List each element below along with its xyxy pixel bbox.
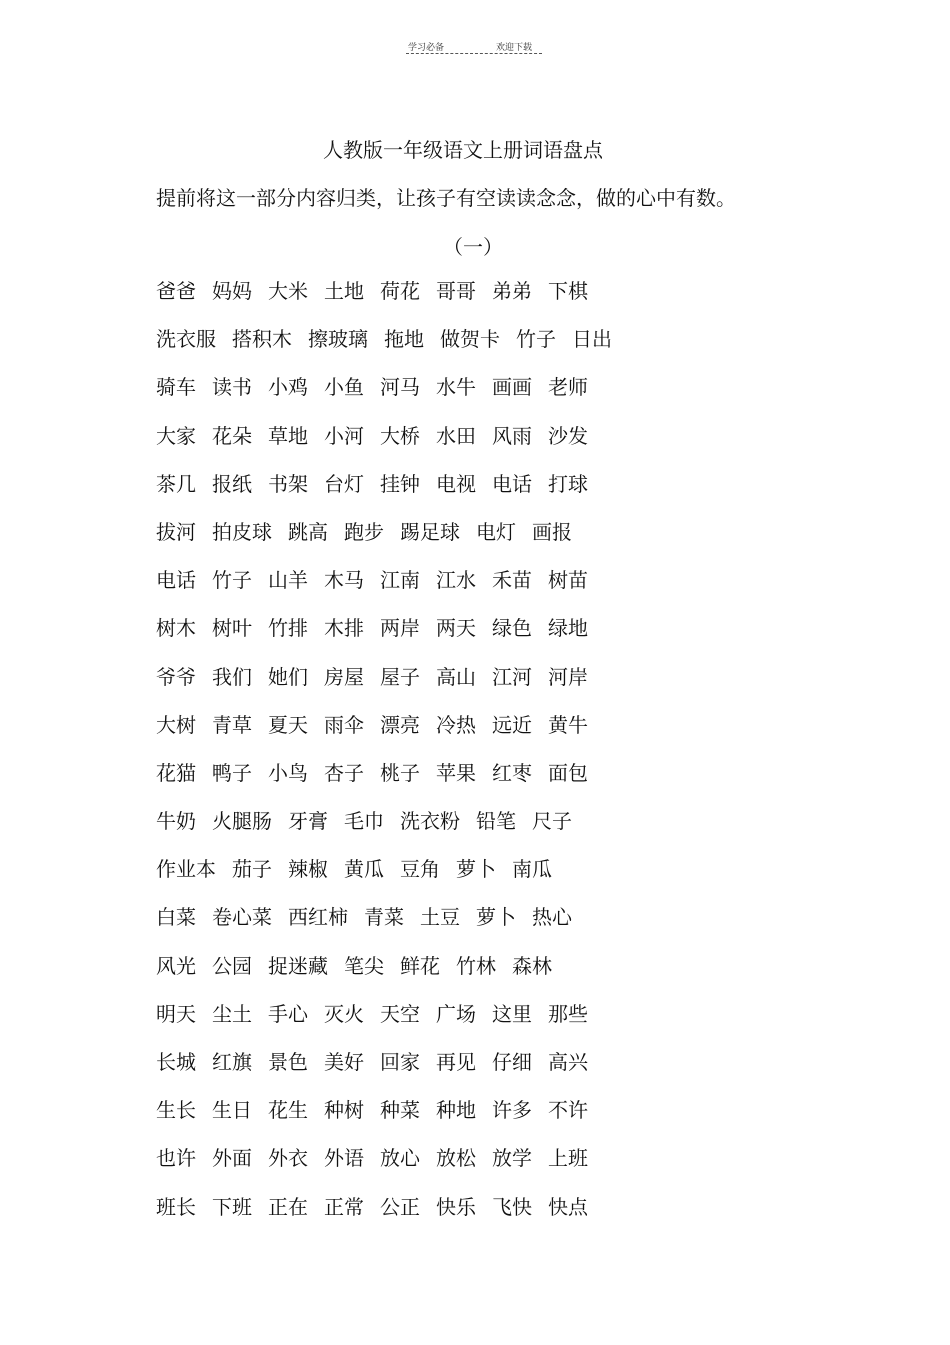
- word: 西红柿: [288, 905, 348, 930]
- word: 沙发: [548, 423, 588, 448]
- word: 老师: [548, 375, 588, 400]
- word-row: [156, 856, 628, 904]
- word: 牙膏: [288, 809, 328, 834]
- word: 也许: [156, 1146, 196, 1171]
- word-row: [156, 471, 628, 519]
- page-title: 人教版一年级语文上册词语盘点: [323, 138, 603, 162]
- word: 杏子: [324, 760, 364, 785]
- word: 长城: [156, 1050, 196, 1074]
- word: 面包: [548, 760, 588, 785]
- word: 尘土: [212, 1001, 252, 1026]
- word: 生长: [156, 1098, 196, 1123]
- page-header: [406, 38, 542, 56]
- word: 水田: [436, 423, 476, 448]
- word: 风雨: [492, 423, 532, 448]
- word: 爷爷: [156, 664, 196, 689]
- word: 茄子: [232, 857, 272, 882]
- word: 森林: [512, 953, 552, 978]
- word: 再见: [436, 1050, 476, 1074]
- word: 江河: [492, 664, 532, 689]
- word-row: [156, 808, 628, 856]
- word: 妈妈: [212, 279, 252, 303]
- word: 画画: [492, 375, 532, 400]
- word: 大桥: [380, 423, 420, 448]
- word: 树苗: [548, 568, 588, 593]
- header-rule: [406, 53, 542, 54]
- word: 花生: [268, 1098, 308, 1123]
- word: 跑步: [344, 519, 384, 544]
- word: 种地: [436, 1098, 476, 1123]
- word: 哥哥: [436, 279, 476, 303]
- word: 屋子: [380, 664, 420, 689]
- word: 我们: [212, 664, 252, 689]
- word: 白菜: [156, 905, 196, 930]
- word: 外面: [212, 1146, 252, 1171]
- section-heading: （一）: [443, 235, 503, 259]
- word: 绿地: [548, 616, 588, 641]
- word: 树叶: [212, 616, 252, 641]
- word: 夏天: [268, 712, 308, 737]
- word: 江南: [380, 568, 420, 593]
- word: 爸爸: [156, 279, 196, 303]
- word: 挂钟: [380, 471, 420, 496]
- word: 远近: [492, 712, 532, 737]
- word: 种菜: [380, 1098, 420, 1123]
- word: 木马: [324, 568, 364, 593]
- word-row: [156, 374, 628, 422]
- word: 作业本: [156, 857, 216, 882]
- word: 大树: [156, 712, 196, 737]
- word: 放学: [492, 1146, 532, 1171]
- word: 牛奶: [156, 809, 196, 834]
- word-row: [156, 615, 628, 663]
- word: 铅笔: [476, 809, 516, 834]
- word: 洗衣服: [156, 327, 216, 352]
- word: 火腿肠: [212, 809, 272, 834]
- word: 辣椒: [288, 857, 328, 882]
- word: 花猫: [156, 760, 196, 785]
- word: 风光: [156, 953, 196, 978]
- word: 飞快: [492, 1194, 532, 1219]
- word-row: [156, 423, 628, 471]
- word: 禾苗: [492, 568, 532, 593]
- word: 萝卜: [456, 857, 496, 882]
- word: 下棋: [548, 279, 588, 303]
- word: 雨伞: [324, 712, 364, 737]
- word: 桃子: [380, 760, 420, 785]
- word: 仔细: [492, 1050, 532, 1074]
- word-row: [156, 904, 628, 952]
- word: 弟弟: [492, 279, 532, 303]
- word: 骑车: [156, 375, 196, 400]
- word: 尺子: [532, 809, 572, 834]
- word: 洗衣粉: [400, 809, 460, 834]
- word: 生日: [212, 1098, 252, 1123]
- word: 竹子: [516, 327, 556, 352]
- word: 电话: [492, 471, 532, 496]
- word: 两岸: [380, 616, 420, 641]
- intro-text: 提前将这一部分内容归类，让孩子有空读读念念，做的心中有数。: [156, 186, 736, 210]
- word: 快点: [548, 1194, 588, 1219]
- word: 公正: [380, 1194, 420, 1219]
- word: 许多: [492, 1098, 532, 1123]
- word: 跳高: [288, 519, 328, 544]
- word: 电灯: [476, 519, 516, 544]
- word-row: [156, 760, 628, 808]
- word: 土豆: [420, 905, 460, 930]
- word: 鲜花: [400, 953, 440, 978]
- word: 笔尖: [344, 953, 384, 978]
- word: 下班: [212, 1194, 252, 1219]
- word: 黄瓜: [344, 857, 384, 882]
- word-row: [156, 1001, 628, 1049]
- word: 花朵: [212, 423, 252, 448]
- word: 读书: [212, 375, 252, 400]
- word: 黄牛: [548, 712, 588, 737]
- word: 她们: [268, 664, 308, 689]
- word: 做贺卡: [440, 327, 500, 352]
- word: 小鸡: [268, 375, 308, 400]
- word: 毛巾: [344, 809, 384, 834]
- word: 苹果: [436, 760, 476, 785]
- word-row: [156, 1049, 628, 1097]
- word: 手心: [268, 1001, 308, 1026]
- word: 正常: [324, 1194, 364, 1219]
- word: 青草: [212, 712, 252, 737]
- word: 美好: [324, 1050, 364, 1074]
- word: 红旗: [212, 1050, 252, 1074]
- word: 拖地: [384, 327, 424, 352]
- word: 木排: [324, 616, 364, 641]
- word: 鸭子: [212, 760, 252, 785]
- word: 搭积木: [232, 327, 292, 352]
- word-row: [156, 664, 628, 712]
- word: 快乐: [436, 1194, 476, 1219]
- word-row: [156, 519, 628, 567]
- word-row: [156, 1194, 628, 1242]
- word: 放心: [380, 1146, 420, 1171]
- word: 热心: [532, 905, 572, 930]
- word-row: [156, 1145, 628, 1193]
- word: 明天: [156, 1001, 196, 1026]
- word-row: [156, 326, 628, 374]
- word: 山羊: [268, 568, 308, 593]
- word: 大家: [156, 423, 196, 448]
- word: 台灯: [324, 471, 364, 496]
- word: 树木: [156, 616, 196, 641]
- word: 小鸟: [268, 760, 308, 785]
- word: 竹子: [212, 568, 252, 593]
- word: 电话: [156, 568, 196, 593]
- word: 广场: [436, 1001, 476, 1026]
- word: 上班: [548, 1146, 588, 1171]
- word: 草地: [268, 423, 308, 448]
- word: 这里: [492, 1001, 532, 1026]
- word: 班长: [156, 1194, 196, 1219]
- word: 擦玻璃: [308, 327, 368, 352]
- word: 回家: [380, 1050, 420, 1074]
- word: 外语: [324, 1146, 364, 1171]
- word: 河马: [380, 375, 420, 400]
- word-row: [156, 1097, 628, 1145]
- word: 漂亮: [380, 712, 420, 737]
- word: 青菜: [364, 905, 404, 930]
- word: 小河: [324, 423, 364, 448]
- word: 打球: [548, 471, 588, 496]
- word: 那些: [548, 1001, 588, 1026]
- word-list: [156, 278, 628, 1242]
- word: 踢足球: [400, 519, 460, 544]
- word: 竹排: [268, 616, 308, 641]
- word: 外衣: [268, 1146, 308, 1171]
- word: 拍皮球: [212, 519, 272, 544]
- word: 两天: [436, 616, 476, 641]
- word: 画报: [532, 519, 572, 544]
- word: 高兴: [548, 1050, 588, 1074]
- word: 灭火: [324, 1001, 364, 1026]
- word: 不许: [548, 1098, 588, 1123]
- word: 南瓜: [512, 857, 552, 882]
- word: 书架: [268, 471, 308, 496]
- header-right-text: 欢迎下载: [496, 43, 533, 53]
- word: 大米: [268, 279, 308, 303]
- word: 高山: [436, 664, 476, 689]
- word: 捉迷藏: [268, 953, 328, 978]
- word: 公园: [212, 953, 252, 978]
- word: 水牛: [436, 375, 476, 400]
- word-row: [156, 953, 628, 1001]
- word: 房屋: [324, 664, 364, 689]
- word-row: [156, 567, 628, 615]
- word: 拔河: [156, 519, 196, 544]
- word: 江水: [436, 568, 476, 593]
- word: 冷热: [436, 712, 476, 737]
- word: 放松: [436, 1146, 476, 1171]
- word: 土地: [324, 279, 364, 303]
- word: 种树: [324, 1098, 364, 1123]
- word: 日出: [572, 327, 612, 352]
- word: 竹林: [456, 953, 496, 978]
- word: 景色: [268, 1050, 308, 1074]
- header-left-text: 学习必备: [408, 43, 445, 53]
- word: 正在: [268, 1194, 308, 1219]
- word: 红枣: [492, 760, 532, 785]
- word: 萝卜: [476, 905, 516, 930]
- word: 电视: [436, 471, 476, 496]
- word-row: [156, 278, 628, 326]
- word: 绿色: [492, 616, 532, 641]
- word: 豆角: [400, 857, 440, 882]
- word: 河岸: [548, 664, 588, 689]
- word: 小鱼: [324, 375, 364, 400]
- word: 天空: [380, 1001, 420, 1026]
- word-row: [156, 712, 628, 760]
- word: 荷花: [380, 279, 420, 303]
- word: 卷心菜: [212, 905, 272, 930]
- word: 报纸: [212, 471, 252, 496]
- word: 茶几: [156, 471, 196, 496]
